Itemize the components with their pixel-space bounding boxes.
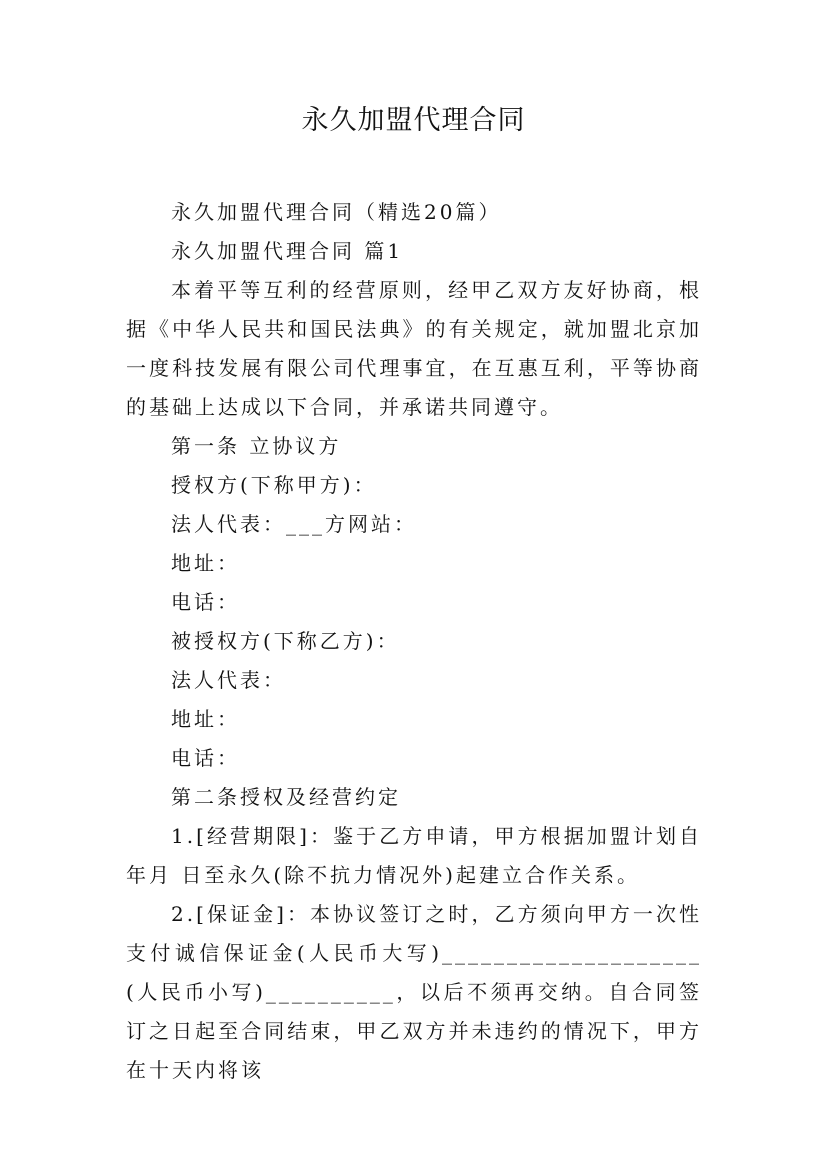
paragraph-preamble: 本着平等互利的经营原则，经甲乙双方友好协商，根据《中华人民共和国民法典》的有关规定，就加盟北京加一度科技发展有限公司代理事宜，在互惠互利，平等协商的基础上达成以下合同，并承诺共同遵守。 xyxy=(126,278,702,419)
paragraph-party-b: 被授权方(下称乙方)： xyxy=(171,629,400,653)
paragraph-party-a-address: 地址： xyxy=(171,551,240,575)
paragraph-party-a-rep: 法人代表：___方网站： xyxy=(171,512,417,536)
paragraph-article-2: 第二条授权及经营约定 xyxy=(171,785,401,809)
paragraph-party-b-address: 地址： xyxy=(171,707,240,731)
paragraph-subtitle: 永久加盟代理合同（精选20篇） xyxy=(171,200,502,224)
paragraph-party-b-phone: 电话： xyxy=(171,746,240,770)
paragraph-party-b-rep: 法人代表： xyxy=(171,668,286,692)
paragraph-article-1: 第一条 立协议方 xyxy=(171,434,342,458)
paragraph-party-a-phone: 电话： xyxy=(171,590,240,614)
document-body xyxy=(126,193,702,1090)
paragraph-deposit: 2.[保证金]：本协议签订之时，乙方须向甲方一次性支付诚信保证金(人民币大写)____________________(人民币小写)__________，以后不须再交纳。自合同签订之日起至合同结束，甲乙双方并未违约的情况下，甲方在十天内将该 xyxy=(126,902,702,1082)
paragraph-party-a: 授权方(下称甲方)： xyxy=(171,473,377,497)
document-title: 永久加盟代理合同 xyxy=(301,105,526,136)
paragraph-section-heading: 永久加盟代理合同 篇1 xyxy=(171,239,404,263)
paragraph-term: 1.[经营期限]：鉴于乙方申请，甲方根据加盟计划自年月 日至永久(除不抗力情况外)起建立合作关系。 xyxy=(126,824,702,887)
